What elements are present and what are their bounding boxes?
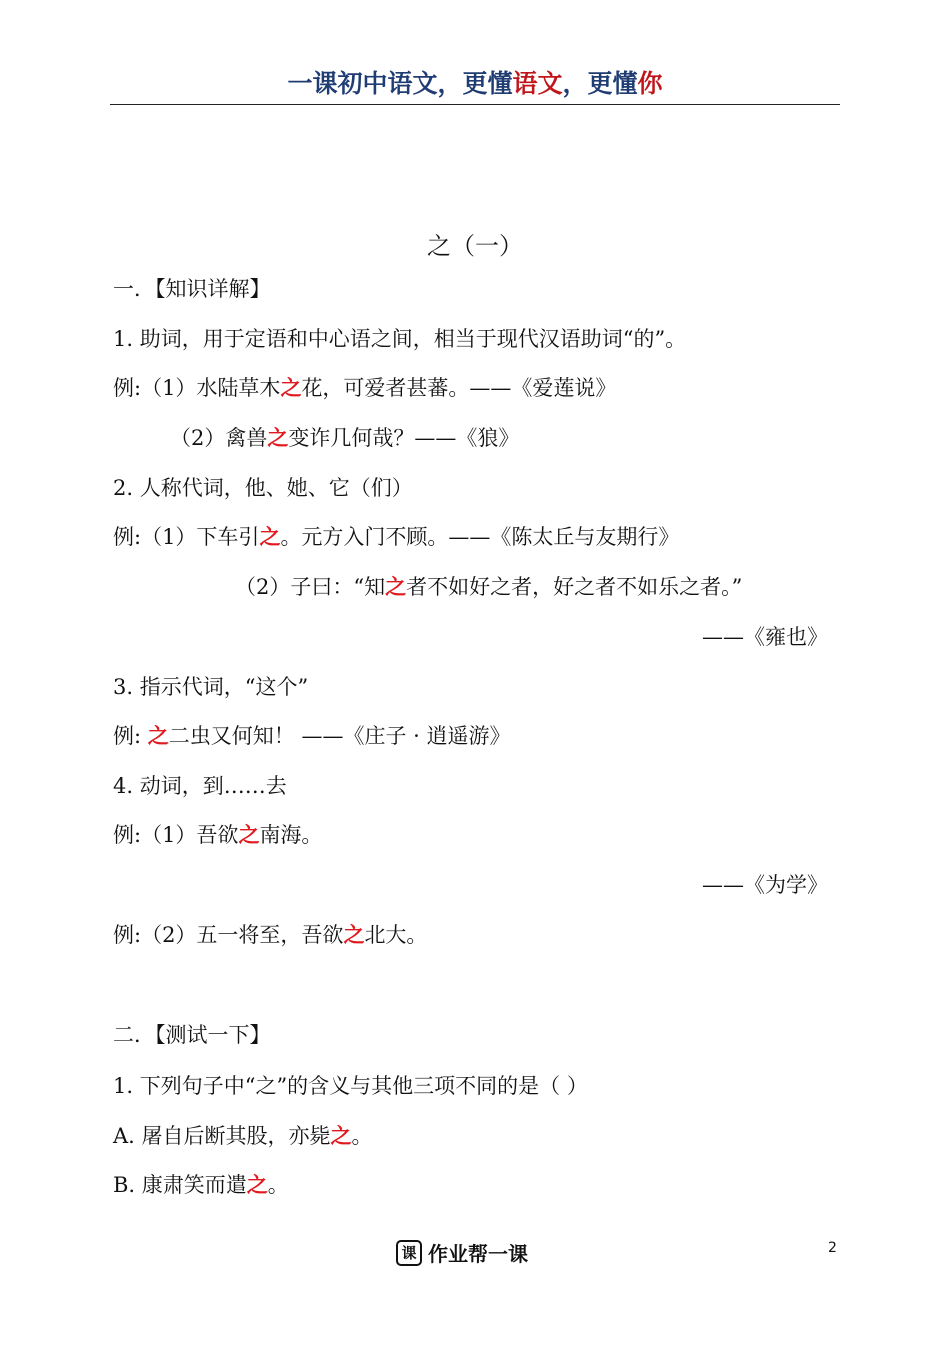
header-text-1: 一课初中语文，更懂	[287, 69, 513, 98]
example-4-2: 例:（2）五一将至，吾欲之北大。	[113, 922, 428, 947]
question-1-option-a: A. 屠自后断其股，亦毙之。	[113, 1123, 373, 1148]
header-divider	[110, 104, 840, 105]
example-3: 例: 之二虫又何知！ ——《庄子 · 逍遥游》	[113, 723, 511, 748]
example-2-1: 例:（1）下车引之。元方入门不顾。——《陈太丘与友期行》	[113, 524, 680, 549]
header-text-3: ，更懂	[562, 69, 638, 98]
question-1-stem: 1. 下列句子中“之”的含义与其他三项不同的是（ ）	[113, 1074, 588, 1098]
example-2-2-source: ——《雍也》	[702, 625, 828, 649]
page-header	[0, 64, 950, 100]
question-1-option-b: B. 康肃笑而遣之。	[113, 1172, 289, 1197]
section-heading-knowledge: 一．【知识详解】	[113, 277, 271, 301]
example-4-1: 例:（1）吾欲之南海。	[113, 822, 323, 847]
example-1-2: （2）禽兽之变诈几何哉？——《狼》	[170, 425, 520, 450]
brand-name: 作业帮一课	[428, 1242, 528, 1266]
page-number: 2	[828, 1240, 837, 1256]
brand-logo-icon: 课	[396, 1240, 422, 1266]
knowledge-item-3: 3. 指示代词，“这个”	[113, 675, 309, 699]
header-text-2: 语文	[512, 69, 563, 98]
knowledge-item-2: 2. 人称代词，他、她、它（们）	[113, 476, 413, 500]
example-4-1-source: ——《为学》	[702, 873, 828, 897]
knowledge-item-4: 4. 动词，到……去	[113, 774, 287, 798]
knowledge-item-1: 1. 助词，用于定语和中心语之间，相当于现代汉语助词“的”。	[113, 327, 687, 351]
example-2-2: （2）子曰：“知之者不如好之者，好之者不如乐之者。”	[235, 574, 743, 599]
section-heading-test: 二．【测试一下】	[113, 1023, 271, 1047]
example-1-1: 例:（1）水陆草木之花，可爱者甚蕃。——《爱莲说》	[113, 375, 617, 400]
header-text-4: 你	[637, 69, 663, 98]
page-title: 之（一）	[427, 232, 523, 260]
footer-brand	[396, 1238, 528, 1267]
